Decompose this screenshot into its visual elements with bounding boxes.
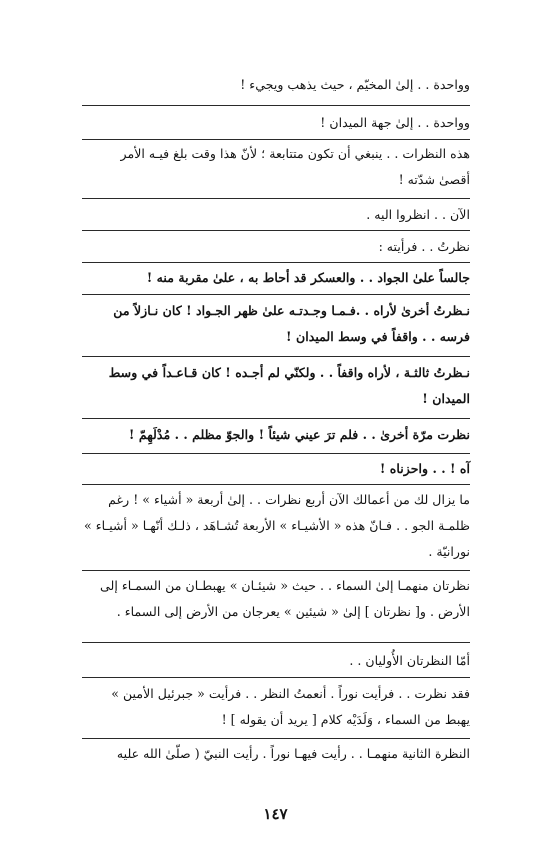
text-line: آه ! . . واحزناه ! — [379, 461, 470, 476]
text-line: أمّا النظرتان الأُوليان . . — [349, 653, 470, 668]
paragraph-12 — [82, 573, 470, 625]
paragraph-11 — [82, 487, 470, 565]
paragraph-divider — [82, 230, 470, 231]
paragraph-14 — [82, 681, 470, 733]
text-line: النظرة الثانية منهمـا . . رأيت فيهـا نوراً . رأيت النبيّ ( صلّىٰ الله عليه — [116, 746, 470, 761]
paragraph-3 — [82, 141, 470, 193]
text-line: ما يزال لك من أعمالك الآن أربع نظرات . . إلىٰ أربعة « أشياء » ! رغم — [108, 492, 470, 507]
text-line: فرسه . . واقفاً في وسط الميدان ! — [286, 329, 470, 344]
text-line: نظرتُ . . فرأيته : — [378, 239, 470, 254]
text-line: وواحدة . . إلىٰ المخيّم ، حيث يذهب ويجيء ! — [240, 77, 470, 92]
paragraph-13 — [82, 648, 470, 674]
paragraph-divider — [82, 570, 470, 571]
text-line: هذه النظرات . . ينبغي أن تكون متتابعة ؛ لأنّ هذا وقت بلغ فيـه الأمر — [120, 146, 470, 161]
paragraph-divider — [82, 262, 470, 263]
paragraph-divider — [82, 294, 470, 295]
paragraph-5 — [82, 234, 470, 260]
paragraph-1 — [82, 72, 470, 98]
paragraph-9 — [82, 422, 470, 448]
paragraph-divider — [82, 418, 470, 419]
paragraph-divider — [82, 139, 470, 140]
text-line: ظلمـة الجو . . فـانّ هذه « الأشيـاء » الأربعة تُشـاهَد ، ذلـك أنّهـا « أشيـاء » — [84, 518, 470, 533]
text-line: وواحدة . . إلىٰ جهة الميدان ! — [320, 115, 470, 130]
paragraph-divider — [82, 738, 470, 739]
text-line: الأرض . و[ نظرتان ] إلىٰ « شيئين » يعرجان من الأرض إلى السماء . — [116, 604, 470, 619]
text-line: نظرت مرّة أخرىٰ . . فلم ترَ عيني شيئاً ! والجوّ مظلم . . مُدْلَهِمّ ! — [128, 427, 470, 442]
paragraph-divider — [82, 453, 470, 454]
paragraph-divider — [82, 484, 470, 485]
paragraph-6 — [82, 265, 470, 291]
text-line: نـظرتُ أخرىٰ لأراه . .فـمـا وجـدتـه علىٰ ظهر الجـواد ! كان نـازلاً من — [113, 303, 470, 318]
text-line: أقصىٰ شدّته ! — [398, 172, 470, 187]
paragraph-divider — [82, 677, 470, 678]
paragraph-2 — [82, 110, 470, 136]
paragraph-divider — [82, 356, 470, 357]
paragraph-divider — [82, 198, 470, 199]
page-number: ١٤٧ — [263, 805, 288, 823]
text-line: الميدان ! — [422, 391, 470, 406]
text-line: جالساً علىٰ الجواد . . والعسكر قد أحاط به ، علىٰ مقربة منه ! — [146, 270, 470, 285]
paragraph-8 — [82, 360, 470, 412]
paragraph-divider — [82, 642, 470, 643]
paragraph-10 — [82, 456, 470, 482]
text-line: نظرتان منهمـا إلىٰ السماء . . حيث « شيئـان » يهبطـان من السمـاء إلى — [100, 578, 470, 593]
text-line: فقد نظرت . . فرأيت نوراً . أنعمتُ النظر . . فرأيت « جبرئيل الأمين » — [111, 686, 470, 701]
text-line: يهبط من السماء ، وَلَدَيْه كلام [ يريد أن يقوله ] ! — [221, 712, 470, 727]
text-line: الآن . . انظروا اليه . — [366, 207, 470, 222]
paragraph-7 — [82, 298, 470, 350]
text-line: نـظرتُ ثالثـة ، لأراه واقفاً . . ولكنّي لم أجـده ! كان قـاعـداً في وسط — [108, 365, 470, 380]
paragraph-divider — [82, 105, 470, 106]
paragraph-15 — [82, 741, 470, 767]
paragraph-4 — [82, 202, 470, 228]
text-line: نورانيّة . — [428, 544, 470, 559]
